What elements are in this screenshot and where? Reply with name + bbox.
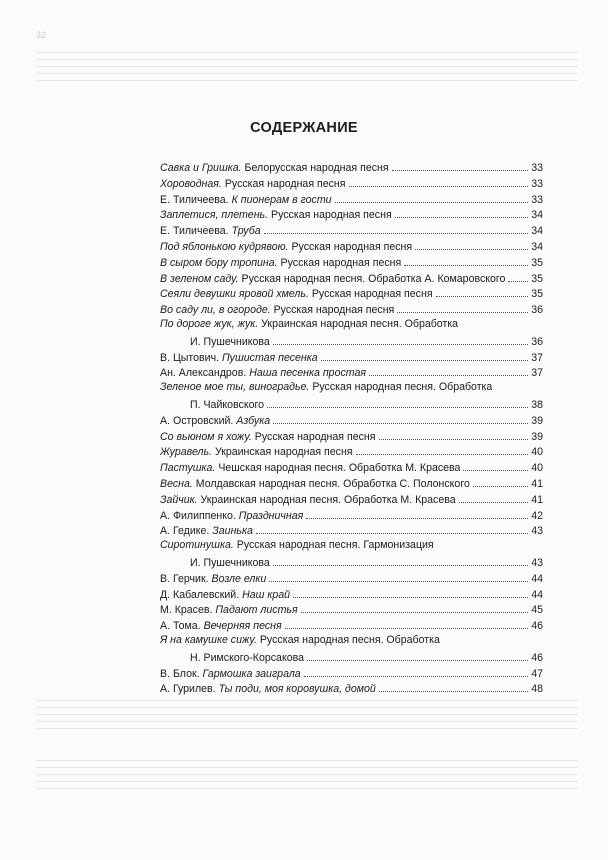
toc-title-italic: Савка и Гришка. [160, 162, 242, 174]
dot-leader [301, 601, 528, 613]
toc-title-italic: Хороводная. [160, 177, 222, 190]
dot-leader [473, 475, 528, 487]
toc-title-text: А. Гедике. [160, 525, 213, 538]
toc-page-number: 36 [531, 304, 543, 317]
toc-entry-title [190, 335, 270, 351]
toc-title-text: В. Блок. [160, 667, 203, 680]
toc-entry [160, 333, 543, 349]
toc-title-text: Белорусская народная песня [241, 162, 389, 174]
toc-title-italic: Журавель. [160, 446, 213, 459]
toc-title-text: Д. Кабалевский. [160, 588, 243, 601]
toc-title-italic: Сиротинушка. [160, 539, 234, 552]
toc-page-number: 35 [531, 256, 543, 269]
dot-leader [273, 412, 528, 424]
dot-leader [415, 238, 528, 250]
toc-entry [160, 364, 543, 380]
toc-entry [160, 601, 543, 617]
toc-title-text: Русская народная песня [251, 430, 376, 443]
dot-leader [306, 507, 528, 519]
bleed-through-staff [36, 760, 578, 795]
toc-title-italic: Я на камушке сижу. [160, 633, 257, 646]
dot-leader [404, 254, 528, 266]
toc-entry [160, 412, 543, 428]
dot-leader [463, 459, 528, 471]
toc-title-text: Ан. Александров. [160, 367, 250, 380]
dot-leader [508, 270, 528, 282]
toc-page-number: 40 [531, 462, 543, 475]
dot-leader [436, 285, 528, 297]
toc-page-number: 44 [531, 572, 543, 585]
toc-entry-title [160, 430, 376, 446]
toc-entry [160, 522, 543, 538]
toc-title-italic: Ты поди, моя коровушка, домой [218, 683, 376, 696]
toc-page-number: 46 [531, 620, 543, 633]
toc-page-number: 34 [531, 240, 543, 253]
toc-entry [160, 586, 543, 602]
toc-title-text: В. Цытович. [160, 351, 222, 364]
toc-entry-title [160, 193, 332, 209]
page-number: 32 [36, 30, 47, 40]
toc-page-number: 40 [531, 446, 543, 459]
toc-entry-title [160, 682, 376, 698]
toc-entry [160, 317, 543, 333]
toc-entry-title [160, 461, 460, 477]
toc-entry-title [190, 651, 304, 667]
toc-title-italic: Зеленое мое ты, виноградье. [160, 381, 310, 394]
toc-title-italic: Возле елки [211, 572, 267, 585]
toc-title-italic: Заплетися, плетень. [160, 209, 269, 222]
toc-title-text: А. Тома. [160, 620, 204, 633]
bleed-through-staff [36, 700, 578, 735]
dot-leader [395, 206, 528, 218]
toc-entry-title [160, 256, 401, 272]
toc-entry-title [160, 287, 433, 303]
toc-entry [160, 649, 543, 665]
toc-title-text: Е. Тиличеева. [160, 193, 232, 206]
toc-page-number: 35 [531, 272, 543, 285]
toc-title-text: Русская народная песня [221, 177, 346, 190]
toc-entry-title [160, 224, 261, 240]
toc-page-number: 43 [531, 556, 543, 569]
toc-title-italic: Гармошка заиграла [202, 667, 301, 680]
toc-entry [160, 349, 543, 365]
table-of-contents [160, 159, 543, 696]
toc-page-number: 39 [531, 430, 543, 443]
toc-entry-title [160, 477, 470, 493]
toc-title-italic: Пушистая песенка [221, 351, 318, 364]
toc-title-text: В. Герчик. [160, 572, 212, 585]
toc-title-text: Н. Римского-Корсакова [190, 651, 304, 664]
toc-page-number: 46 [531, 651, 543, 664]
toc-page-number: 42 [531, 509, 543, 522]
toc-entry-title [160, 380, 492, 396]
toc-entry [160, 285, 543, 301]
toc-title-text: Русская народная песня [270, 304, 395, 317]
toc-entry-title [160, 351, 318, 367]
dot-leader [273, 554, 528, 566]
toc-page-number: 43 [531, 525, 543, 538]
toc-title-text: Украинская народная песня [212, 446, 353, 459]
toc-entry-title [160, 633, 440, 649]
toc-entry [160, 538, 543, 554]
toc-page-number: 35 [531, 288, 543, 301]
dot-leader [267, 396, 528, 408]
toc-entry [160, 443, 543, 459]
toc-title-text: Украинская народная песня. Обработка [258, 317, 459, 330]
toc-entry-title [160, 177, 346, 193]
toc-title-text: Русская народная песня [268, 209, 392, 222]
toc-title-italic: Азбука [236, 414, 271, 427]
bleed-through-staff [36, 52, 578, 87]
dot-leader [392, 159, 528, 171]
toc-title-text: А. Островский. [160, 414, 237, 427]
toc-entry-title [160, 588, 290, 604]
toc-entry [160, 254, 543, 270]
toc-title-italic: Весна. [160, 477, 193, 490]
toc-title-text: А. Филиппенко. [160, 509, 239, 522]
dot-leader [293, 586, 528, 598]
toc-title-text: Чешская народная песня. Обработка М. Красева [215, 462, 461, 475]
toc-title-text: И. Пушечникова [190, 556, 270, 569]
toc-title-italic: К пионерам в гости [231, 193, 332, 206]
toc-title-text: Украинская народная песня. Обработка М. Красева [197, 493, 456, 506]
toc-page-number: 38 [531, 398, 543, 411]
toc-title-text: И. Пушечникова [190, 335, 270, 348]
toc-entry-title [160, 603, 298, 619]
toc-entry [160, 175, 543, 191]
toc-entry [160, 459, 543, 475]
toc-title-text: М. Красев. [160, 604, 216, 617]
toc-entry [160, 301, 543, 317]
toc-entry [160, 191, 543, 207]
toc-entry [160, 396, 543, 412]
dot-leader [273, 333, 528, 345]
toc-title-text: Русская народная песня [277, 256, 402, 269]
toc-title-italic: Под яблонькою кудрявою. [160, 240, 289, 253]
toc-title-text: Молдавская народная песня. Обработка С. Полонского [192, 477, 470, 490]
dot-leader [379, 428, 529, 440]
toc-page-number: 37 [531, 351, 543, 364]
toc-entry-title [160, 572, 266, 588]
toc-title-text: Русская народная песня. Гармонизация [233, 539, 434, 552]
toc-entry [160, 633, 543, 649]
dot-leader [397, 301, 528, 313]
toc-page-number: 33 [531, 162, 543, 174]
toc-entry-title [160, 445, 353, 461]
toc-entry [160, 491, 543, 507]
toc-entry [160, 554, 543, 570]
dot-leader [459, 491, 528, 503]
dot-leader [335, 191, 528, 203]
toc-entry [160, 238, 543, 254]
toc-page-number: 39 [531, 414, 543, 427]
toc-page-number: 37 [531, 367, 543, 380]
toc-title-text: Русская народная песня [308, 288, 433, 301]
dot-leader [379, 680, 528, 692]
toc-page-number: 34 [531, 209, 543, 222]
toc-title-italic: Труба [231, 225, 261, 238]
toc-title-text: Русская народная песня. Обработка А. Комаровского [238, 272, 506, 285]
toc-title-italic: Во саду ли, в огороде. [160, 304, 271, 317]
toc-entry [160, 507, 543, 523]
toc-page-number: 34 [531, 225, 543, 238]
toc-page-number: 41 [531, 493, 543, 506]
dot-leader [307, 649, 528, 661]
toc-entry [160, 222, 543, 238]
toc-entry [160, 159, 543, 175]
toc-page-number: 36 [531, 335, 543, 348]
toc-entry [160, 570, 543, 586]
toc-entry [160, 380, 543, 396]
dot-leader [269, 570, 528, 582]
toc-title-text: Русская народная песня [288, 240, 413, 253]
toc-page-number: 44 [531, 588, 543, 601]
toc-title-text: А. Гурилев. [160, 683, 219, 696]
dot-leader [285, 617, 528, 629]
toc-entry [160, 617, 543, 633]
toc-title-italic: Пастушка. [160, 462, 216, 475]
toc-page-number: 33 [531, 193, 543, 206]
toc-title-italic: Вечерняя песня [203, 620, 282, 633]
toc-entry [160, 475, 543, 491]
toc-title-italic: Падают листья [215, 604, 298, 617]
toc-entry-title [160, 667, 301, 683]
toc-entry [160, 270, 543, 286]
toc-title-text: Русская народная песня. Обработка [309, 381, 493, 394]
toc-title-italic: Со вьюном я хожу. [160, 430, 252, 443]
toc-entry [160, 680, 543, 696]
dot-leader [321, 349, 528, 361]
toc-page-number: 48 [531, 683, 543, 696]
dot-leader [256, 522, 528, 534]
toc-title-italic: Наш край [242, 588, 291, 601]
toc-title-italic: В зеленом саду. [160, 272, 239, 285]
toc-title-italic: По дороге жук, жук. [160, 317, 259, 330]
toc-entry-title [160, 538, 434, 554]
toc-page-number: 47 [531, 667, 543, 680]
toc-entry-title [190, 398, 264, 414]
toc-title-italic: В сыром бору тропина. [160, 256, 278, 269]
toc-entry-title [190, 556, 270, 572]
toc-entry-title [160, 317, 458, 333]
toc-title-italic: Наша песенка простая [249, 367, 367, 380]
toc-title-italic: Праздничная [238, 509, 304, 522]
toc-page-number: 33 [531, 177, 543, 190]
toc-title-italic: Заинька [212, 525, 253, 538]
toc-page-number: 41 [531, 477, 543, 490]
dot-leader [369, 364, 528, 376]
dot-leader [349, 175, 528, 187]
toc-title-text: Е. Тиличеева. [160, 225, 232, 238]
toc-title-text: Русская народная песня. Обработка [256, 633, 440, 646]
toc-entry [160, 206, 543, 222]
toc-entry [160, 665, 543, 681]
dot-leader [304, 665, 528, 677]
page-title: СОДЕРЖАНИЕ [250, 120, 358, 136]
toc-title-text: П. Чайковского [190, 398, 264, 411]
toc-entry [160, 428, 543, 444]
dot-leader [356, 443, 528, 455]
toc-entry-title [160, 414, 270, 430]
toc-title-italic: Сеяли девушки яровой хмель. [160, 288, 309, 301]
dot-leader [264, 222, 528, 234]
toc-entry-title [160, 240, 412, 256]
toc-page-number: 45 [531, 604, 543, 617]
toc-title-italic: Зайчик. [160, 493, 198, 506]
